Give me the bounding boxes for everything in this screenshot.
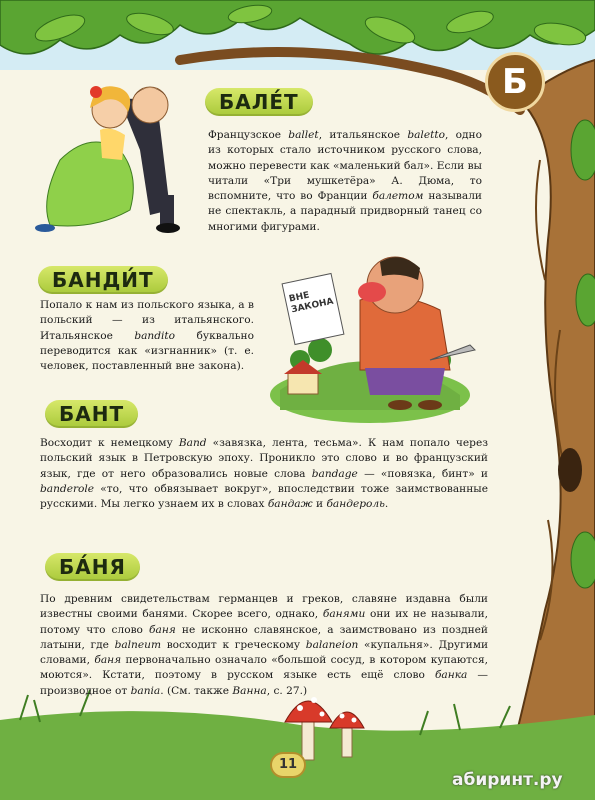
wanted-paper-text: ВНЕ ЗАКОНА: [288, 290, 335, 316]
heading-bant: БАНТ: [45, 400, 138, 428]
page-number: 11: [270, 752, 306, 778]
article-balet: Французское ballet, итальянское baletto, одно из которых стало источником русского слова, можно перевести как «маленький бал». Если вы читали «Три мушкетёра» А. Дюма, то вспомните, что во Франции балетом называли не спектакль, а парадный придворный танец со многими фигурами.: [208, 129, 482, 233]
watermark: абиринт.ру: [452, 770, 563, 790]
article-banya: По древним свидетельствам германцев и греков, славяне издавна были известны своими банями. Скорее всего, однако, банями они их не называли, потому что слово баня не исконно славянское, а заимствовано из поздней латыни, где balneum восходит к греческому balaneion «купальня». Другими словами, баня первоначально означало «большой сосуд, в котором купаются, моются». Кстати, поэтому в русском языке есть ещё слово банка — производное от bania. (См. также Ванна, с. 27.): [40, 593, 489, 697]
alphabet-letter-badge: Б: [485, 52, 545, 112]
heading-banya: БА́НЯ: [45, 553, 140, 581]
heading-balet: БАЛЕ́Т: [205, 88, 313, 116]
article-bandit: Попало к нам из польского языка, а в польский — из итальянского. Итальянское bandito буквально переводится как «изгнанник» (т. е. человек, поставленный вне закона).: [40, 299, 254, 373]
heading-bandit: БАНДИ́Т: [38, 266, 168, 294]
article-bant: Восходит к немецкому Band «завязка, лента, тесьма». К нам попало через польский язык в Петровскую эпоху. Проникло это слово и во французский язык, где от него образовались новые слова bandage — «повязка, бинт» и banderole «то, что обвязывает вокруг», впоследствии тоже заимствованные русскими. Мы легко узнаем их в словах бандаж и бандероль.: [40, 437, 488, 511]
